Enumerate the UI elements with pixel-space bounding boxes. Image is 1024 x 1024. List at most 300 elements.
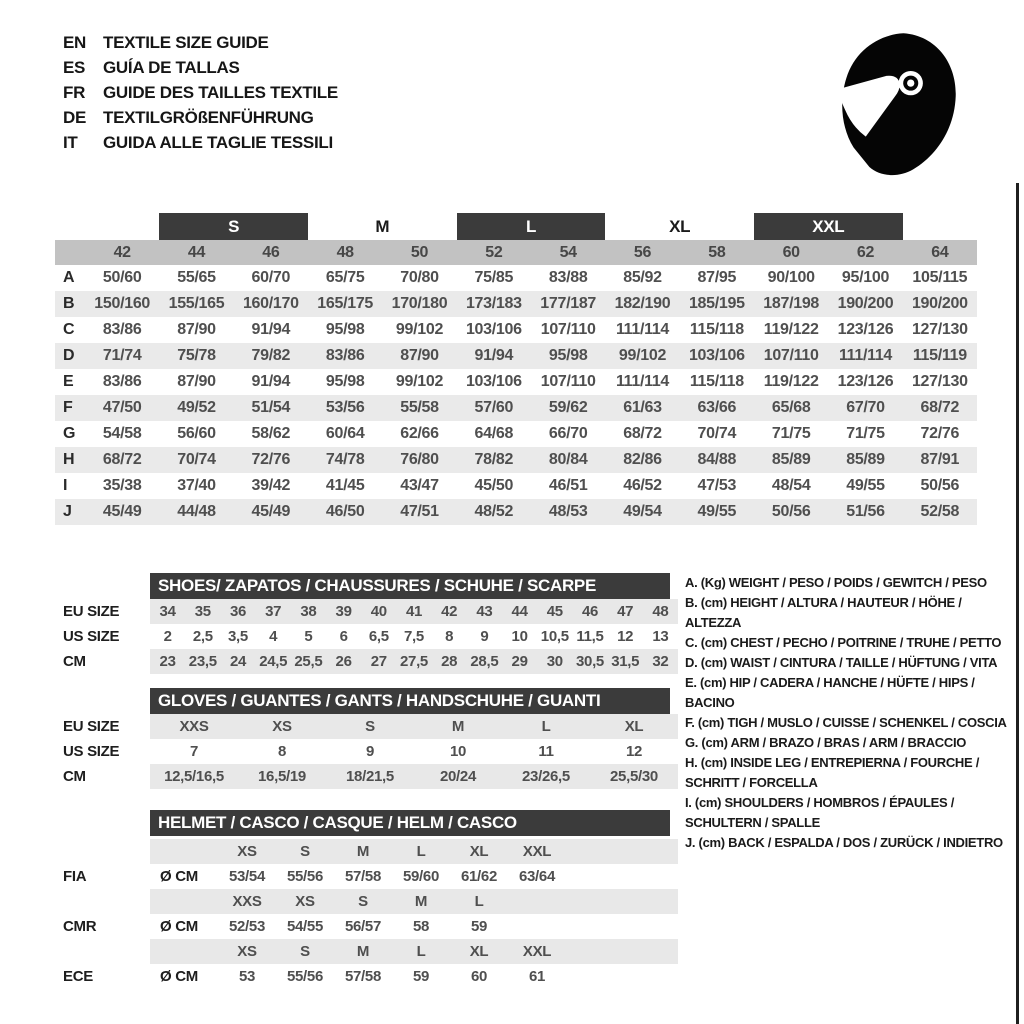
value-cell: 64/68 xyxy=(474,425,514,442)
unit-cell: Ø CM xyxy=(160,968,198,985)
value-cell: 160/170 xyxy=(242,295,299,312)
value-cell: L xyxy=(502,714,590,739)
value-cell: 30 xyxy=(537,649,572,674)
value-cell: 150/160 xyxy=(94,295,151,312)
value-cell: 7 xyxy=(189,743,199,760)
language-row xyxy=(63,105,338,130)
measurement-row xyxy=(55,291,977,317)
measurement-row xyxy=(55,421,977,447)
size-cell: XS xyxy=(218,839,276,864)
value-cell: 25,5 xyxy=(291,649,326,674)
value-cell: 23 xyxy=(150,649,185,674)
numeric-size-row xyxy=(55,240,977,265)
size-cell: XL xyxy=(450,839,508,864)
language-code: EN xyxy=(63,32,87,52)
value-cell: 61/62 xyxy=(460,868,498,885)
value-cell: XL xyxy=(590,714,678,739)
column-header: 62 xyxy=(856,243,875,261)
unit-cell xyxy=(150,889,218,914)
legend-item: A. (Kg) WEIGHT / PESO / POIDS / GEWITCH / PESO xyxy=(685,575,987,590)
size-cell: XXS xyxy=(218,889,276,914)
row-label: CM xyxy=(63,768,86,785)
value-cell: 11 xyxy=(538,743,554,760)
value-cell: 177/187 xyxy=(540,295,597,312)
value-cell: 95/98 xyxy=(548,347,588,364)
value-cell: 66/70 xyxy=(548,425,588,442)
value-cell: 13 xyxy=(652,628,669,645)
value-cell: 56/57 xyxy=(344,918,382,935)
value-cell: 50/56 xyxy=(771,503,811,520)
value-cell: 115/119 xyxy=(912,347,967,364)
legend-item: H. (cm) INSIDE LEG / ENTREPIERNA / FOURCHE / SCHRITT / FORCELLA xyxy=(685,755,980,790)
size-cell: XL xyxy=(450,939,508,964)
value-cell: 65/68 xyxy=(771,399,811,416)
value-cell: 45/49 xyxy=(102,503,142,520)
value-cell: 44/48 xyxy=(177,503,216,520)
unit-cell: Ø CM xyxy=(160,868,198,885)
helmet-size-table xyxy=(55,810,678,989)
value-cell: 63/64 xyxy=(518,868,556,885)
size-cell: XXL xyxy=(508,939,566,964)
size-cell: M xyxy=(392,889,450,914)
value-cell: 123/126 xyxy=(837,373,894,390)
row-label: EU SIZE xyxy=(63,718,120,735)
value-cell: 6,5 xyxy=(368,628,389,645)
value-cell: 75/85 xyxy=(474,269,514,286)
value-cell: 83/86 xyxy=(325,347,365,364)
helmet-table-title: HELMET / CASCO / CASQUE / HELM / CASCO xyxy=(150,810,670,836)
table-row xyxy=(55,649,678,674)
value-cell: XXS xyxy=(150,714,238,739)
legend-item: B. (cm) HEIGHT / ALTURA / HAUTEUR / HÖHE / ALTEZZA xyxy=(685,595,962,630)
value-cell: 85/92 xyxy=(623,269,662,286)
value-cell: 20/24 xyxy=(414,764,502,789)
value-cell: 182/190 xyxy=(614,295,671,312)
textile-size-table xyxy=(55,213,977,525)
value-cell: 107/110 xyxy=(540,321,596,338)
value-cell: 107/110 xyxy=(540,373,596,390)
value-cell: 57/60 xyxy=(474,399,514,416)
value-cell: 70/74 xyxy=(697,425,737,442)
value-cell: 3,5 xyxy=(228,628,248,645)
value-cell: 71/75 xyxy=(846,425,885,442)
value-cell: 63/66 xyxy=(697,399,737,416)
value-cell: 35/38 xyxy=(102,477,142,494)
value-cell: 41 xyxy=(396,599,431,624)
value-cell: 72/76 xyxy=(251,451,291,468)
value-cell: S xyxy=(326,714,414,739)
value-cell: 4 xyxy=(269,628,278,645)
value-cell: 83/86 xyxy=(102,373,142,390)
value-cell: 26 xyxy=(326,649,361,674)
table-row xyxy=(55,739,678,764)
value-cell: 91/94 xyxy=(251,373,291,390)
value-cell: 5 xyxy=(304,628,313,645)
measurement-row xyxy=(55,317,977,343)
value-cell: 43/47 xyxy=(400,477,439,494)
value-cell: 35 xyxy=(185,599,220,624)
value-cell: 68/72 xyxy=(623,425,662,442)
value-cell: 56/60 xyxy=(177,425,216,442)
value-cell: 87/90 xyxy=(177,373,216,390)
helmet-value-row xyxy=(55,964,678,989)
value-cell: 105/115 xyxy=(912,269,968,286)
value-cell: 47/53 xyxy=(697,477,737,494)
language-code: IT xyxy=(63,132,78,152)
measurement-row xyxy=(55,447,977,473)
value-cell: 87/90 xyxy=(177,321,216,338)
value-cell: 12 xyxy=(625,743,643,760)
language-code: FR xyxy=(63,82,86,102)
value-cell: 48/53 xyxy=(548,503,588,520)
value-cell: 57/58 xyxy=(344,868,382,885)
row-label: CM xyxy=(63,653,86,670)
value-cell: 70/80 xyxy=(400,269,439,286)
size-group-l: L xyxy=(457,213,606,240)
size-cell: L xyxy=(392,839,450,864)
value-cell: 55/65 xyxy=(177,269,216,286)
value-cell: 41/45 xyxy=(325,477,365,494)
value-cell: 61 xyxy=(528,968,546,985)
value-cell: 27,5 xyxy=(396,649,431,674)
column-header: 46 xyxy=(262,243,280,261)
value-cell: 8 xyxy=(445,628,454,645)
size-cell: L xyxy=(450,889,508,914)
legend-item: G. (cm) ARM / BRAZO / BRAS / ARM / BRACCIO xyxy=(685,735,967,750)
value-cell: 10 xyxy=(449,743,467,760)
value-cell: 95/100 xyxy=(841,269,890,286)
value-cell: 83/88 xyxy=(548,269,588,286)
value-cell: 90/100 xyxy=(767,269,815,286)
value-cell: 11,5 xyxy=(576,628,604,645)
unit-cell: Ø CM xyxy=(160,918,198,935)
row-label: G xyxy=(63,425,76,442)
value-cell: 111/114 xyxy=(615,373,670,390)
spacer xyxy=(55,213,159,240)
size-cell: S xyxy=(334,889,392,914)
row-label: C xyxy=(63,321,75,338)
value-cell: 65/75 xyxy=(325,269,365,286)
row-label: E xyxy=(63,373,74,390)
row-label: I xyxy=(63,477,68,494)
value-cell: 165/175 xyxy=(317,295,374,312)
value-cell: 46/52 xyxy=(623,477,662,494)
value-cell: 85/89 xyxy=(846,451,885,468)
filler xyxy=(566,939,678,964)
value-cell: 24,5 xyxy=(256,649,291,674)
size-group-row xyxy=(55,213,977,240)
size-cell: S xyxy=(276,939,334,964)
value-cell: 54/58 xyxy=(102,425,142,442)
value-cell: 111/114 xyxy=(615,321,670,338)
size-group-xxl: XXL xyxy=(754,213,903,240)
row-label: A xyxy=(63,269,75,286)
value-cell: 74/78 xyxy=(325,451,365,468)
value-cell: 60/64 xyxy=(325,425,365,442)
value-cell: 12 xyxy=(617,628,634,645)
value-cell: 173/183 xyxy=(465,295,522,312)
value-cell: 75/78 xyxy=(177,347,216,364)
value-cell: 95/98 xyxy=(325,321,365,338)
value-cell: 53/54 xyxy=(228,868,266,885)
language-title-list xyxy=(63,30,338,155)
value-cell: 127/130 xyxy=(911,373,968,390)
table-row xyxy=(55,599,678,624)
measurement-row xyxy=(55,395,977,421)
helmet-size-row xyxy=(55,939,678,964)
language-row xyxy=(63,55,338,80)
table-row xyxy=(55,624,678,649)
value-cell: 29 xyxy=(502,649,537,674)
value-cell: 72/76 xyxy=(920,425,960,442)
language-row xyxy=(63,80,338,105)
measurement-legend xyxy=(685,573,1020,853)
value-cell: 99/102 xyxy=(618,347,667,364)
value-cell: 68/72 xyxy=(920,399,960,416)
value-cell: 83/86 xyxy=(102,321,142,338)
size-cell: XS xyxy=(276,889,334,914)
value-cell: 50/60 xyxy=(102,269,142,286)
column-header: 58 xyxy=(708,243,726,261)
value-cell: 44 xyxy=(502,599,537,624)
column-header: 60 xyxy=(782,243,800,261)
value-cell: 2 xyxy=(163,628,172,645)
value-cell: 87/90 xyxy=(400,347,439,364)
value-cell: 10,5 xyxy=(540,628,569,645)
value-cell: 8 xyxy=(277,743,287,760)
value-cell: 48 xyxy=(643,599,678,624)
value-cell: 91/94 xyxy=(474,347,514,364)
legend-item: I. (cm) SHOULDERS / HOMBROS / ÉPAULES / SCHULTERN / SPALLE xyxy=(685,795,955,830)
value-cell: 49/55 xyxy=(697,503,737,520)
legend-item: J. (cm) BACK / ESPALDA / DOS / ZURÜCK / INDIETRO xyxy=(685,835,1003,850)
measurement-row xyxy=(55,369,977,395)
row-label: B xyxy=(63,295,75,312)
value-cell: 99/102 xyxy=(395,373,444,390)
value-cell: 25,5/30 xyxy=(590,764,678,789)
size-cell xyxy=(508,889,566,914)
value-cell: 34 xyxy=(150,599,185,624)
right-border-rule xyxy=(1016,183,1019,1024)
column-header: 48 xyxy=(336,243,354,261)
value-cell: 52/53 xyxy=(228,918,266,935)
value-cell: 50/56 xyxy=(920,477,960,494)
value-cell: 47 xyxy=(608,599,643,624)
value-cell: 53 xyxy=(238,968,256,985)
value-cell: 31,5 xyxy=(608,649,643,674)
value-cell: 46/50 xyxy=(325,503,365,520)
value-cell: 185/195 xyxy=(688,295,745,312)
row-label: US SIZE xyxy=(63,743,120,760)
value-cell: 115/118 xyxy=(689,321,744,338)
value-cell: 36 xyxy=(220,599,255,624)
legend-item: E. (cm) HIP / CADERA / HANCHE / HÜFTE / HIPS / BACINO xyxy=(685,675,975,710)
value-cell: 60/70 xyxy=(251,269,291,286)
value-cell: 37 xyxy=(256,599,291,624)
size-cell: L xyxy=(392,939,450,964)
value-cell: 49/54 xyxy=(623,503,662,520)
value-cell: 40 xyxy=(361,599,396,624)
measurement-row xyxy=(55,343,977,369)
value-cell: 52/58 xyxy=(920,503,960,520)
value-cell: 61/63 xyxy=(623,399,662,416)
legend-item: D. (cm) WAIST / CINTURA / TAILLE / HÜFTUNG / VITA xyxy=(685,655,998,670)
value-cell: 111/114 xyxy=(838,347,893,364)
value-cell: 84/88 xyxy=(697,451,737,468)
row-label: D xyxy=(63,347,75,364)
size-group-s: S xyxy=(159,213,308,240)
size-group-m: M xyxy=(375,216,390,236)
value-cell: 24 xyxy=(220,649,255,674)
value-cell: 115/118 xyxy=(689,373,744,390)
value-cell: 16,5/19 xyxy=(238,764,326,789)
column-header: 44 xyxy=(187,243,206,261)
value-cell: 71/75 xyxy=(771,425,811,442)
filler xyxy=(566,889,678,914)
value-cell: 59/60 xyxy=(402,868,440,885)
measurement-row xyxy=(55,473,977,499)
value-cell: 51/54 xyxy=(251,399,291,416)
value-cell: 23/26,5 xyxy=(502,764,590,789)
value-cell: 23,5 xyxy=(185,649,220,674)
value-cell: 39/42 xyxy=(251,477,291,494)
value-cell: 127/130 xyxy=(911,321,968,338)
cert-label: CMR xyxy=(63,918,97,935)
value-cell: 155/165 xyxy=(168,295,225,312)
value-cell: 70/74 xyxy=(177,451,216,468)
value-cell: 53/56 xyxy=(325,399,365,416)
value-cell: 119/122 xyxy=(763,373,819,390)
value-cell: 18/21,5 xyxy=(326,764,414,789)
cert-label: FIA xyxy=(63,868,87,885)
language-code: ES xyxy=(63,57,86,77)
value-cell: 187/198 xyxy=(763,295,820,312)
value-cell: 32 xyxy=(643,649,678,674)
guide-title: TEXTILGRÖßENFÜHRUNG xyxy=(103,107,314,127)
value-cell: 87/91 xyxy=(920,451,960,468)
value-cell: 47/50 xyxy=(102,399,142,416)
helmet-size-row xyxy=(55,889,678,914)
measurement-row xyxy=(55,499,977,525)
value-cell: 46/51 xyxy=(548,477,588,494)
table-row xyxy=(55,764,678,789)
value-cell: 67/70 xyxy=(846,399,885,416)
value-cell: 103/106 xyxy=(465,373,522,390)
value-cell: 95/98 xyxy=(325,373,365,390)
value-cell: 42 xyxy=(432,599,467,624)
guide-title: GUIDE DES TAILLES TEXTILE xyxy=(103,82,338,102)
column-header: 56 xyxy=(633,243,652,261)
value-cell: 48/54 xyxy=(771,477,811,494)
value-cell: 2,5 xyxy=(192,628,213,645)
value-cell: 47/51 xyxy=(400,503,439,520)
unit-cell xyxy=(150,839,218,864)
column-header: 42 xyxy=(113,243,131,261)
value-cell: 170/180 xyxy=(391,295,448,312)
shoes-size-table xyxy=(55,573,678,674)
value-cell: 55/56 xyxy=(286,868,324,885)
size-cell: XS xyxy=(218,939,276,964)
value-cell: 59 xyxy=(412,968,430,985)
value-cell: 51/56 xyxy=(846,503,885,520)
value-cell: 45 xyxy=(537,599,572,624)
value-cell: 10 xyxy=(511,628,528,645)
value-cell: 87/95 xyxy=(697,269,737,286)
value-cell: 85/89 xyxy=(771,451,811,468)
value-cell: 71/74 xyxy=(102,347,142,364)
helmet-size-row xyxy=(55,839,678,864)
value-cell: 99/102 xyxy=(395,321,444,338)
value-cell: 68/72 xyxy=(102,451,142,468)
helmet-value-row xyxy=(55,914,678,939)
column-header: 50 xyxy=(410,243,429,261)
size-group-xl: XL xyxy=(669,216,691,236)
value-cell: 91/94 xyxy=(251,321,291,338)
value-cell: 49/55 xyxy=(846,477,885,494)
guide-title: GUIDA ALLE TAGLIE TESSILI xyxy=(103,132,333,152)
value-cell: 57/58 xyxy=(344,968,382,985)
size-cell: S xyxy=(276,839,334,864)
value-cell: 9 xyxy=(480,628,489,645)
row-label: F xyxy=(63,399,73,416)
value-cell: M xyxy=(414,714,502,739)
table-row xyxy=(55,714,678,739)
row-label: EU SIZE xyxy=(63,603,120,620)
value-cell: 80/84 xyxy=(548,451,588,468)
value-cell: 27 xyxy=(361,649,396,674)
value-cell: 78/82 xyxy=(474,451,514,468)
value-cell: 58/62 xyxy=(251,425,291,442)
value-cell: XS xyxy=(238,714,326,739)
guide-title: TEXTILE SIZE GUIDE xyxy=(103,32,269,52)
value-cell: 28 xyxy=(432,649,467,674)
cert-label: ECE xyxy=(63,968,93,985)
size-cell: M xyxy=(334,939,392,964)
value-cell: 38 xyxy=(291,599,326,624)
value-cell: 123/126 xyxy=(837,321,894,338)
shoes-table-title: SHOES/ ZAPATOS / CHAUSSURES / SCHUHE / SCARPE xyxy=(150,573,670,599)
legend-item: F. (cm) TIGH / MUSLO / CUISSE / SCHENKEL / COSCIA xyxy=(685,715,1007,730)
value-cell: 46 xyxy=(572,599,607,624)
value-cell: 7,5 xyxy=(404,628,424,645)
value-cell: 54/55 xyxy=(286,918,324,935)
value-cell: 190/200 xyxy=(911,295,968,312)
spacer xyxy=(903,213,977,240)
value-cell: 190/200 xyxy=(837,295,894,312)
value-cell: 55/56 xyxy=(286,968,324,985)
value-cell: 28,5 xyxy=(467,649,502,674)
unit-cell xyxy=(150,939,218,964)
gloves-size-table xyxy=(55,688,678,789)
legend-item: C. (cm) CHEST / PECHO / POITRINE / TRUHE / PETTO xyxy=(685,635,1002,650)
value-cell: 12,5/16,5 xyxy=(150,764,238,789)
value-cell: 79/82 xyxy=(251,347,291,364)
row-label: US SIZE xyxy=(63,628,120,645)
gloves-table-title: GLOVES / GUANTES / GANTS / HANDSCHUHE / GUANTI xyxy=(150,688,670,714)
size-cell: M xyxy=(334,839,392,864)
value-cell: 45/50 xyxy=(474,477,514,494)
size-cell: XXL xyxy=(508,839,566,864)
value-cell: 62/66 xyxy=(400,425,439,442)
helmet-icon xyxy=(828,26,974,184)
guide-title: GUÍA DE TALLAS xyxy=(103,57,240,77)
measurement-row xyxy=(55,265,977,291)
value-cell: 43 xyxy=(467,599,502,624)
value-cell: 39 xyxy=(326,599,361,624)
language-row xyxy=(63,30,338,55)
value-cell: 9 xyxy=(365,743,375,760)
value-cell: 48/52 xyxy=(474,503,514,520)
